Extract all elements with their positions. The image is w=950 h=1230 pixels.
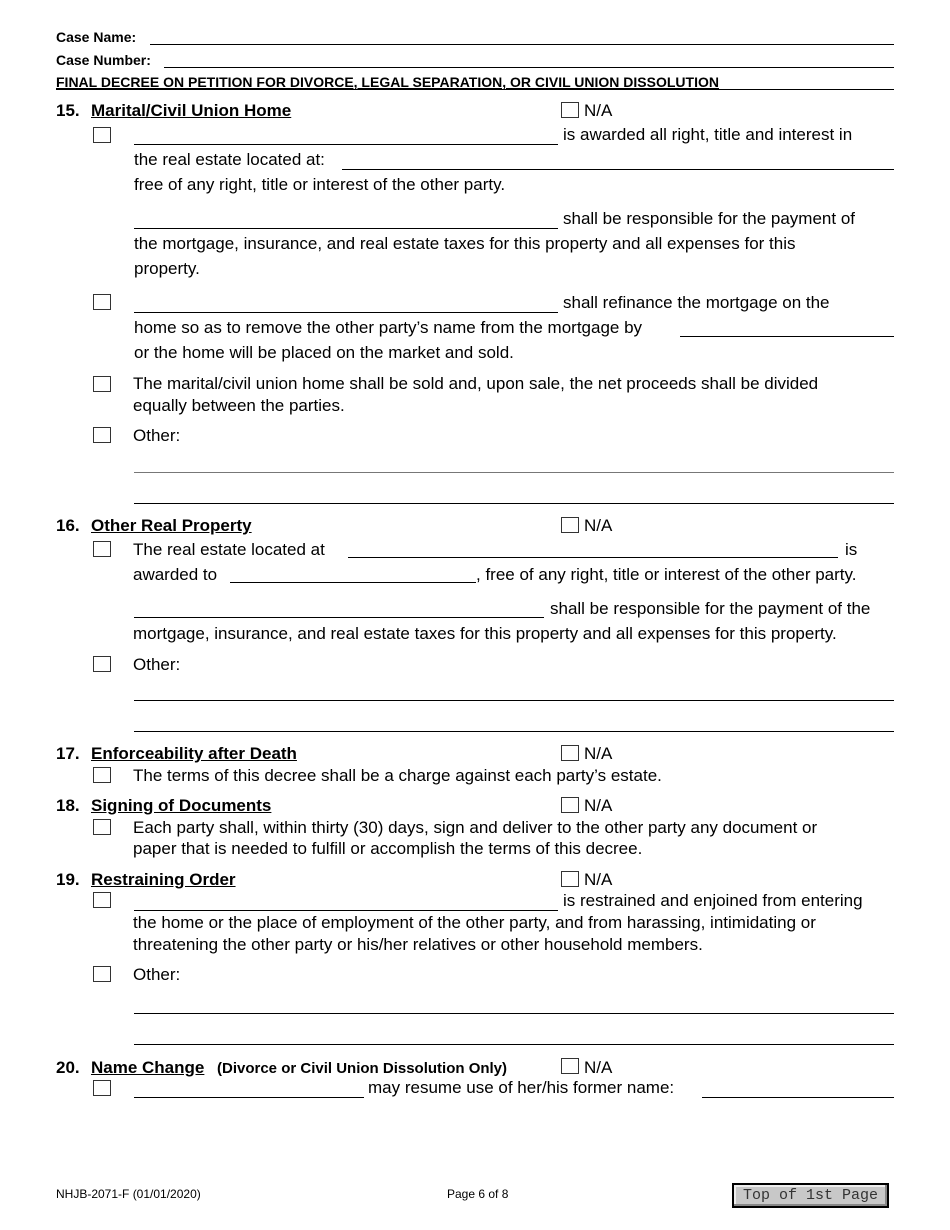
s15-sold-checkbox[interactable]: [93, 376, 111, 392]
section-18-title: Signing of Documents: [91, 796, 272, 815]
section-20-number: 20.: [56, 1058, 80, 1077]
s20-former-name-field[interactable]: [702, 1097, 894, 1098]
section-18-number: 18.: [56, 796, 80, 815]
s18-na-label: N/A: [584, 796, 613, 815]
s16-awarded-to-text: awarded to: [133, 565, 218, 584]
s19-other-label: Other:: [133, 965, 181, 984]
page-number: Page 6 of 8: [447, 1187, 509, 1201]
s16-responsible-text: shall be responsible for the payment of the: [550, 599, 871, 618]
s19-na-label: N/A: [584, 870, 613, 889]
s16-located-text: The real estate located at: [133, 540, 325, 559]
s15-sold-text-2: equally between the parties.: [133, 396, 345, 415]
s15-free-text: free of any right, title or interest of the other party.: [134, 175, 506, 194]
section-15-title: Marital/Civil Union Home: [91, 101, 292, 120]
s18-text-2: paper that is needed to fulfill or accomplish the terms of this decree.: [133, 839, 643, 858]
s19-na-checkbox[interactable]: [561, 871, 579, 887]
s16-na-label: N/A: [584, 516, 613, 535]
s15-na-label: N/A: [584, 101, 613, 120]
s16-award-checkbox[interactable]: [93, 541, 111, 557]
header-divider: [56, 89, 894, 90]
s17-text: The terms of this decree shall be a charge against each party’s estate.: [133, 766, 662, 785]
section-15-number: 15.: [56, 101, 80, 120]
s18-na-checkbox[interactable]: [561, 797, 579, 813]
s19-other-checkbox[interactable]: [93, 966, 111, 982]
s17-na-checkbox[interactable]: [561, 745, 579, 761]
s15-real-estate-text: the real estate located at:: [134, 150, 325, 169]
s15-refinance-party-field[interactable]: [134, 312, 558, 313]
s15-other-label: Other:: [133, 426, 181, 445]
s15-market-text: or the home will be placed on the market and sold.: [134, 343, 514, 362]
section-19-title: Restraining Order: [91, 870, 236, 889]
section-20-title: Name Change: [91, 1058, 205, 1077]
form-id: NHJB-2071-F (01/01/2020): [56, 1187, 201, 1201]
s15-refinance-checkbox[interactable]: [93, 294, 111, 310]
s20-text: may resume use of her/his former name:: [368, 1078, 675, 1097]
s19-restrained-party-field[interactable]: [134, 910, 558, 911]
s16-other-checkbox[interactable]: [93, 656, 111, 672]
s15-other-line-1[interactable]: [134, 472, 894, 473]
s17-na-label: N/A: [584, 744, 613, 763]
s19-other-line-2[interactable]: [134, 1044, 894, 1045]
section-17-title: Enforceability after Death: [91, 744, 297, 763]
s16-location-field[interactable]: [348, 557, 838, 558]
s16-awardee-field[interactable]: [230, 582, 476, 583]
s16-other-line-1[interactable]: [134, 700, 894, 701]
s15-other-line-2[interactable]: [134, 503, 894, 504]
section-16-title: Other Real Property: [91, 516, 252, 535]
s18-sign-checkbox[interactable]: [93, 819, 111, 835]
s15-home-remove-text: home so as to remove the other party’s name from the mortgage by: [134, 318, 643, 337]
case-name-field[interactable]: [150, 44, 894, 45]
section-16-number: 16.: [56, 516, 80, 535]
s20-name-change-checkbox[interactable]: [93, 1080, 111, 1096]
s19-text-1: is restrained and enjoined from entering: [563, 891, 863, 910]
s15-na-checkbox[interactable]: [561, 102, 579, 118]
s15-responsible-party-field[interactable]: [134, 228, 558, 229]
top-of-first-page-button[interactable]: Top of 1st Page: [732, 1183, 889, 1208]
s19-text-3: threatening the other party or his/her relatives or other household members.: [133, 935, 703, 954]
case-number-field[interactable]: [164, 67, 894, 68]
s15-other-checkbox[interactable]: [93, 427, 111, 443]
s20-na-label: N/A: [584, 1058, 613, 1077]
s15-mortgage-text-1: the mortgage, insurance, and real estate taxes for this property and all expenses for this: [134, 234, 796, 253]
section-17-number: 17.: [56, 744, 80, 763]
section-19-number: 19.: [56, 870, 80, 889]
s16-free-text: , free of any right, title or interest of the other party.: [476, 565, 857, 584]
s18-text-1: Each party shall, within thirty (30) days, sign and deliver to the other party any document or: [133, 818, 818, 837]
s15-awarded-text: is awarded all right, title and interest in: [563, 125, 853, 144]
s16-is-text: is: [845, 540, 858, 559]
case-number-label: Case Number:: [56, 52, 151, 68]
s15-award-checkbox[interactable]: [93, 127, 111, 143]
s19-other-line-1[interactable]: [134, 1013, 894, 1014]
s15-refinance-date-field[interactable]: [680, 336, 894, 337]
s16-other-line-2[interactable]: [134, 731, 894, 732]
s20-party-field[interactable]: [134, 1097, 364, 1098]
s19-restrain-checkbox[interactable]: [93, 892, 111, 908]
s15-awardee-field[interactable]: [134, 144, 558, 145]
s17-charge-checkbox[interactable]: [93, 767, 111, 783]
s16-na-checkbox[interactable]: [561, 517, 579, 533]
s20-na-checkbox[interactable]: [561, 1058, 579, 1074]
case-name-label: Case Name:: [56, 29, 137, 45]
s15-refinance-text: shall refinance the mortgage on the: [563, 293, 830, 312]
s15-responsible-text: shall be responsible for the payment of: [563, 209, 856, 228]
s19-text-2: the home or the place of employment of the other party, and from harassing, intimidating or: [133, 913, 816, 932]
section-20-subtitle: (Divorce or Civil Union Dissolution Only): [217, 1060, 508, 1077]
s16-responsible-party-field[interactable]: [134, 617, 544, 618]
s15-real-estate-field[interactable]: [342, 169, 894, 170]
s16-mortgage-text: mortgage, insurance, and real estate taxes for this property and all expenses for this property.: [133, 624, 837, 643]
s15-sold-text-1: The marital/civil union home shall be sold and, upon sale, the net proceeds shall be divided: [133, 374, 819, 393]
form-title: FINAL DECREE ON PETITION FOR DIVORCE, LEGAL SEPARATION, OR CIVIL UNION DISSOLUTION: [56, 74, 719, 90]
s16-other-label: Other:: [133, 655, 181, 674]
s15-mortgage-text-2: property.: [134, 259, 200, 278]
